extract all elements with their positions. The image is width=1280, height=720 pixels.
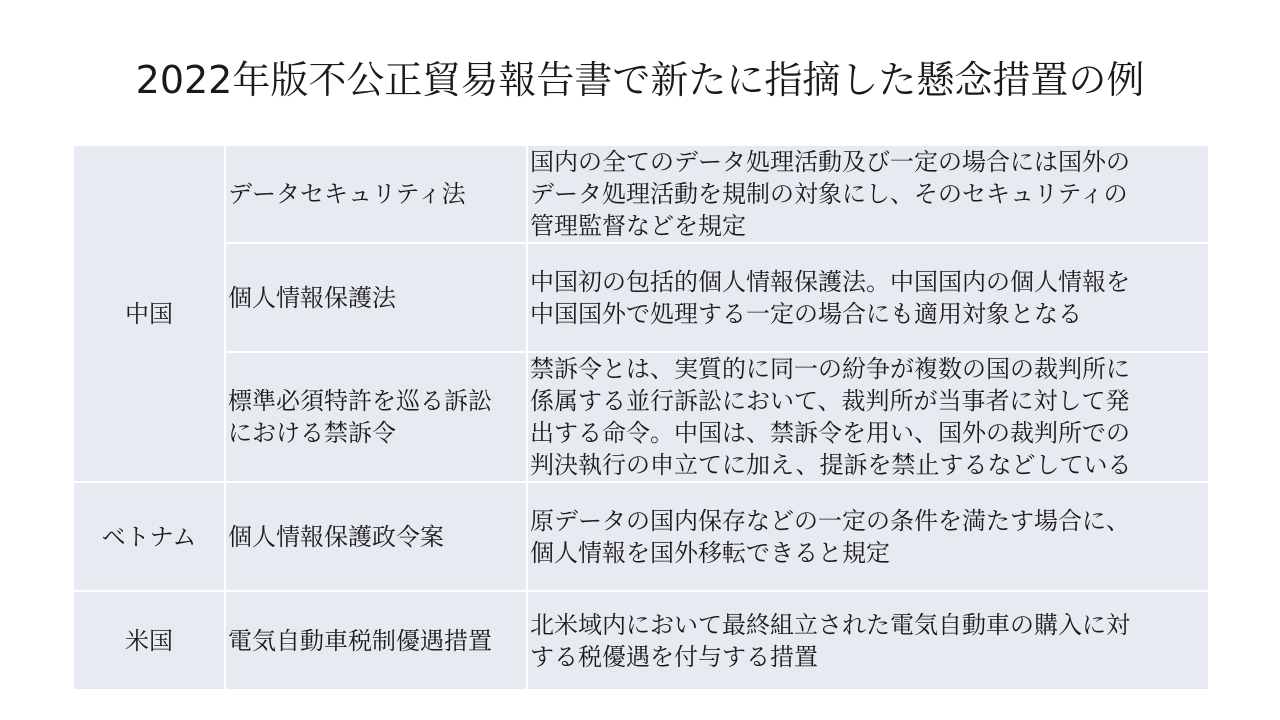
measure-cell: 電気自動車税制優遇措置 bbox=[225, 591, 527, 690]
measure-cell: 個人情報保護政令案 bbox=[225, 482, 527, 591]
concern-measures-table bbox=[72, 144, 1210, 691]
measure-cell: 標準必須特許を巡る訴訟 における禁訴令 bbox=[225, 352, 527, 482]
description-cell: 原データの国内保存などの一定の条件を満たす場合に、 個人情報を国外移転できると規定 bbox=[527, 482, 1209, 591]
country-cell: 中国 bbox=[73, 145, 225, 482]
description-cell: 北米域内において最終組立された電気自動車の購入に対 する税優遇を付与する措置 bbox=[527, 591, 1209, 690]
table-row bbox=[73, 145, 1209, 243]
table-row bbox=[73, 482, 1209, 591]
country-cell: ベトナム bbox=[73, 482, 225, 591]
description-cell: 国内の全てのデータ処理活動及び一定の場合には国外の データ処理活動を規制の対象にし、そのセキュリティの 管理監督などを規定 bbox=[527, 145, 1209, 243]
slide-title: 2022年版不公正貿易報告書で新たに指摘した懸念措置の例 bbox=[135, 58, 1145, 102]
measure-cell: 個人情報保護法 bbox=[225, 243, 527, 352]
description-cell: 中国初の包括的個人情報保護法。中国国内の個人情報を 中国国外で処理する一定の場合にも適用対象となる bbox=[527, 243, 1209, 352]
table-row bbox=[73, 243, 1209, 352]
country-cell: 米国 bbox=[73, 591, 225, 690]
table-row bbox=[73, 352, 1209, 482]
measure-cell: データセキュリティ法 bbox=[225, 145, 527, 243]
description-cell: 禁訴令とは、実質的に同一の紛争が複数の国の裁判所に 係属する並行訴訟において、裁判所が当事者に対して発 出する命令。中国は、禁訴令を用い、国外の裁判所での 判決執行の申立てに加え、提訴を禁止するなどしている bbox=[527, 352, 1209, 482]
table-row bbox=[73, 591, 1209, 690]
